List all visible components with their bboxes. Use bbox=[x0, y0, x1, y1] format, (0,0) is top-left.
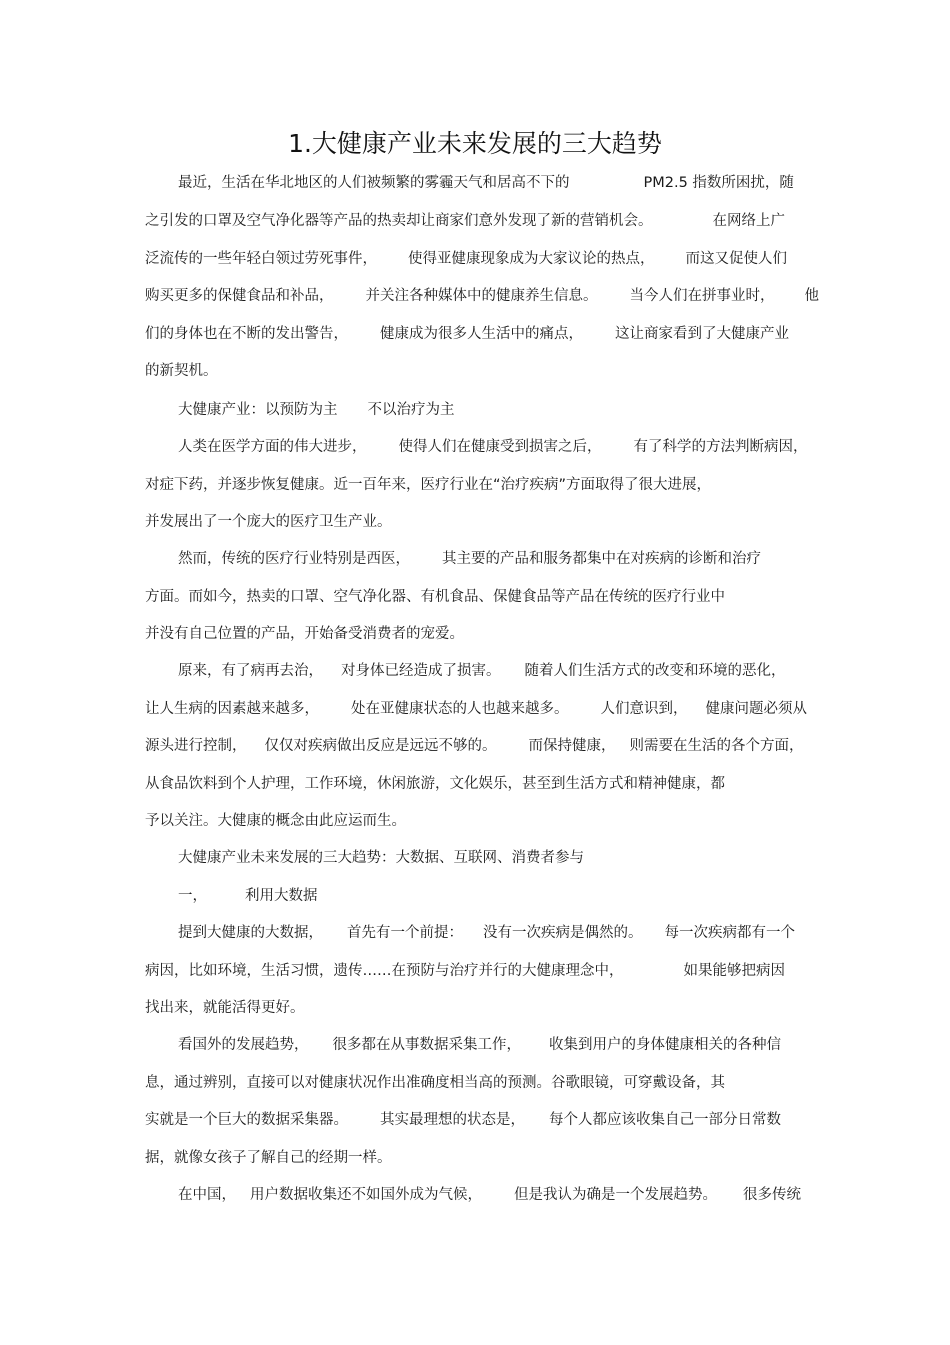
text-line: 方面。而如今，热卖的口罩、空气净化器、有机食品、保健食品等产品在传统的医疗行业中 bbox=[145, 589, 725, 605]
section-heading: 大健康产业：以预防为主 不以治疗为主 bbox=[178, 402, 455, 418]
text-line: 原来，有了病再去治， 对身体已经造成了损害。 随着人们生活方式的改变和环境的恶化， bbox=[178, 663, 786, 679]
text-line: 予以关注。大健康的概念由此应运而生。 bbox=[145, 813, 406, 829]
list-heading: 一， 利用大数据 bbox=[178, 888, 318, 904]
text-line: 源头进行控制， 仅仅对疾病做出反应是远远不够的。 而保持健康， 则需要在生活的各个方面， bbox=[145, 738, 804, 754]
text-line: 的新契机。 bbox=[145, 363, 218, 379]
text-line: 并发展出了一个庞大的医疗卫生产业。 bbox=[145, 514, 392, 530]
text-line: 让人生病的因素越来越多， 处在亚健康状态的人也越来越多。 人们意识到， 健康问题必须从 bbox=[145, 701, 807, 717]
text-line: 从食品饮料到个人护理，工作环境，休闲旅游，文化娱乐，甚至到生活方式和精神健康，都 bbox=[145, 776, 725, 792]
text-line: 人类在医学方面的伟大进步， 使得人们在健康受到损害之后， 有了科学的方法判断病因， bbox=[178, 439, 808, 455]
text-line: 据，就像女孩子了解自己的经期一样。 bbox=[145, 1150, 392, 1166]
text-line: 之引发的口罩及空气净化器等产品的热卖却让商家们意外发现了新的营销机会。 在网络上广 bbox=[145, 213, 785, 229]
text-line: 实就是一个巨大的数据采集器。 其实最理想的状态是， 每个人都应该收集自己一部分日常数 bbox=[145, 1112, 781, 1128]
text-line: 看国外的发展趋势， 很多都在从事数据采集工作， 收集到用户的身体健康相关的各种信 bbox=[178, 1037, 781, 1053]
text-line: 息，通过辨别，直接可以对健康状况作出准确度相当高的预测。谷歌眼镜，可穿戴设备，其 bbox=[145, 1075, 725, 1091]
text-line: 病因，比如环境，生活习惯，遗传……在预防与治疗并行的大健康理念中， 如果能够把病因 bbox=[145, 963, 785, 979]
section-heading: 大健康产业未来发展的三大趋势：大数据、互联网、消费者参与 bbox=[178, 850, 584, 866]
text-line: 购买更多的保健食品和补品， 并关注各种媒体中的健康养生信息。 当今人们在拼事业时， 他 bbox=[145, 288, 819, 304]
text-line: 并没有自己位置的产品，开始备受消费者的宠爱。 bbox=[145, 626, 464, 642]
text-line: 最近，生活在华北地区的人们被频繁的雾霾天气和居高不下的 PM2.5 指数所困扰，随 bbox=[178, 175, 794, 191]
document-title: 1.大健康产业未来发展的三大趋势 bbox=[288, 129, 662, 158]
text-line: 泛流传的一些年轻白领过劳死事件， 使得亚健康现象成为大家议论的热点， 而这又促使人们 bbox=[145, 251, 787, 267]
text-line: 然而，传统的医疗行业特别是西医， 其主要的产品和服务都集中在对疾病的诊断和治疗 bbox=[178, 551, 761, 567]
text-line: 提到大健康的大数据， 首先有一个前提： 没有一次疾病是偶然的。 每一次疾病都有一个 bbox=[178, 925, 795, 941]
text-line: 在中国， 用户数据收集还不如国外成为气候， 但是我认为确是一个发展趋势。 很多传统 bbox=[178, 1187, 801, 1203]
text-line: 对症下药，并逐步恢复健康。近一百年来，医疗行业在“治疗疾病”方面取得了很大进展， bbox=[145, 477, 712, 493]
text-line: 们的身体也在不断的发出警告， 健康成为很多人生活中的痛点， 这让商家看到了大健康产业 bbox=[145, 326, 789, 342]
text-line: 找出来，就能活得更好。 bbox=[145, 1000, 305, 1016]
